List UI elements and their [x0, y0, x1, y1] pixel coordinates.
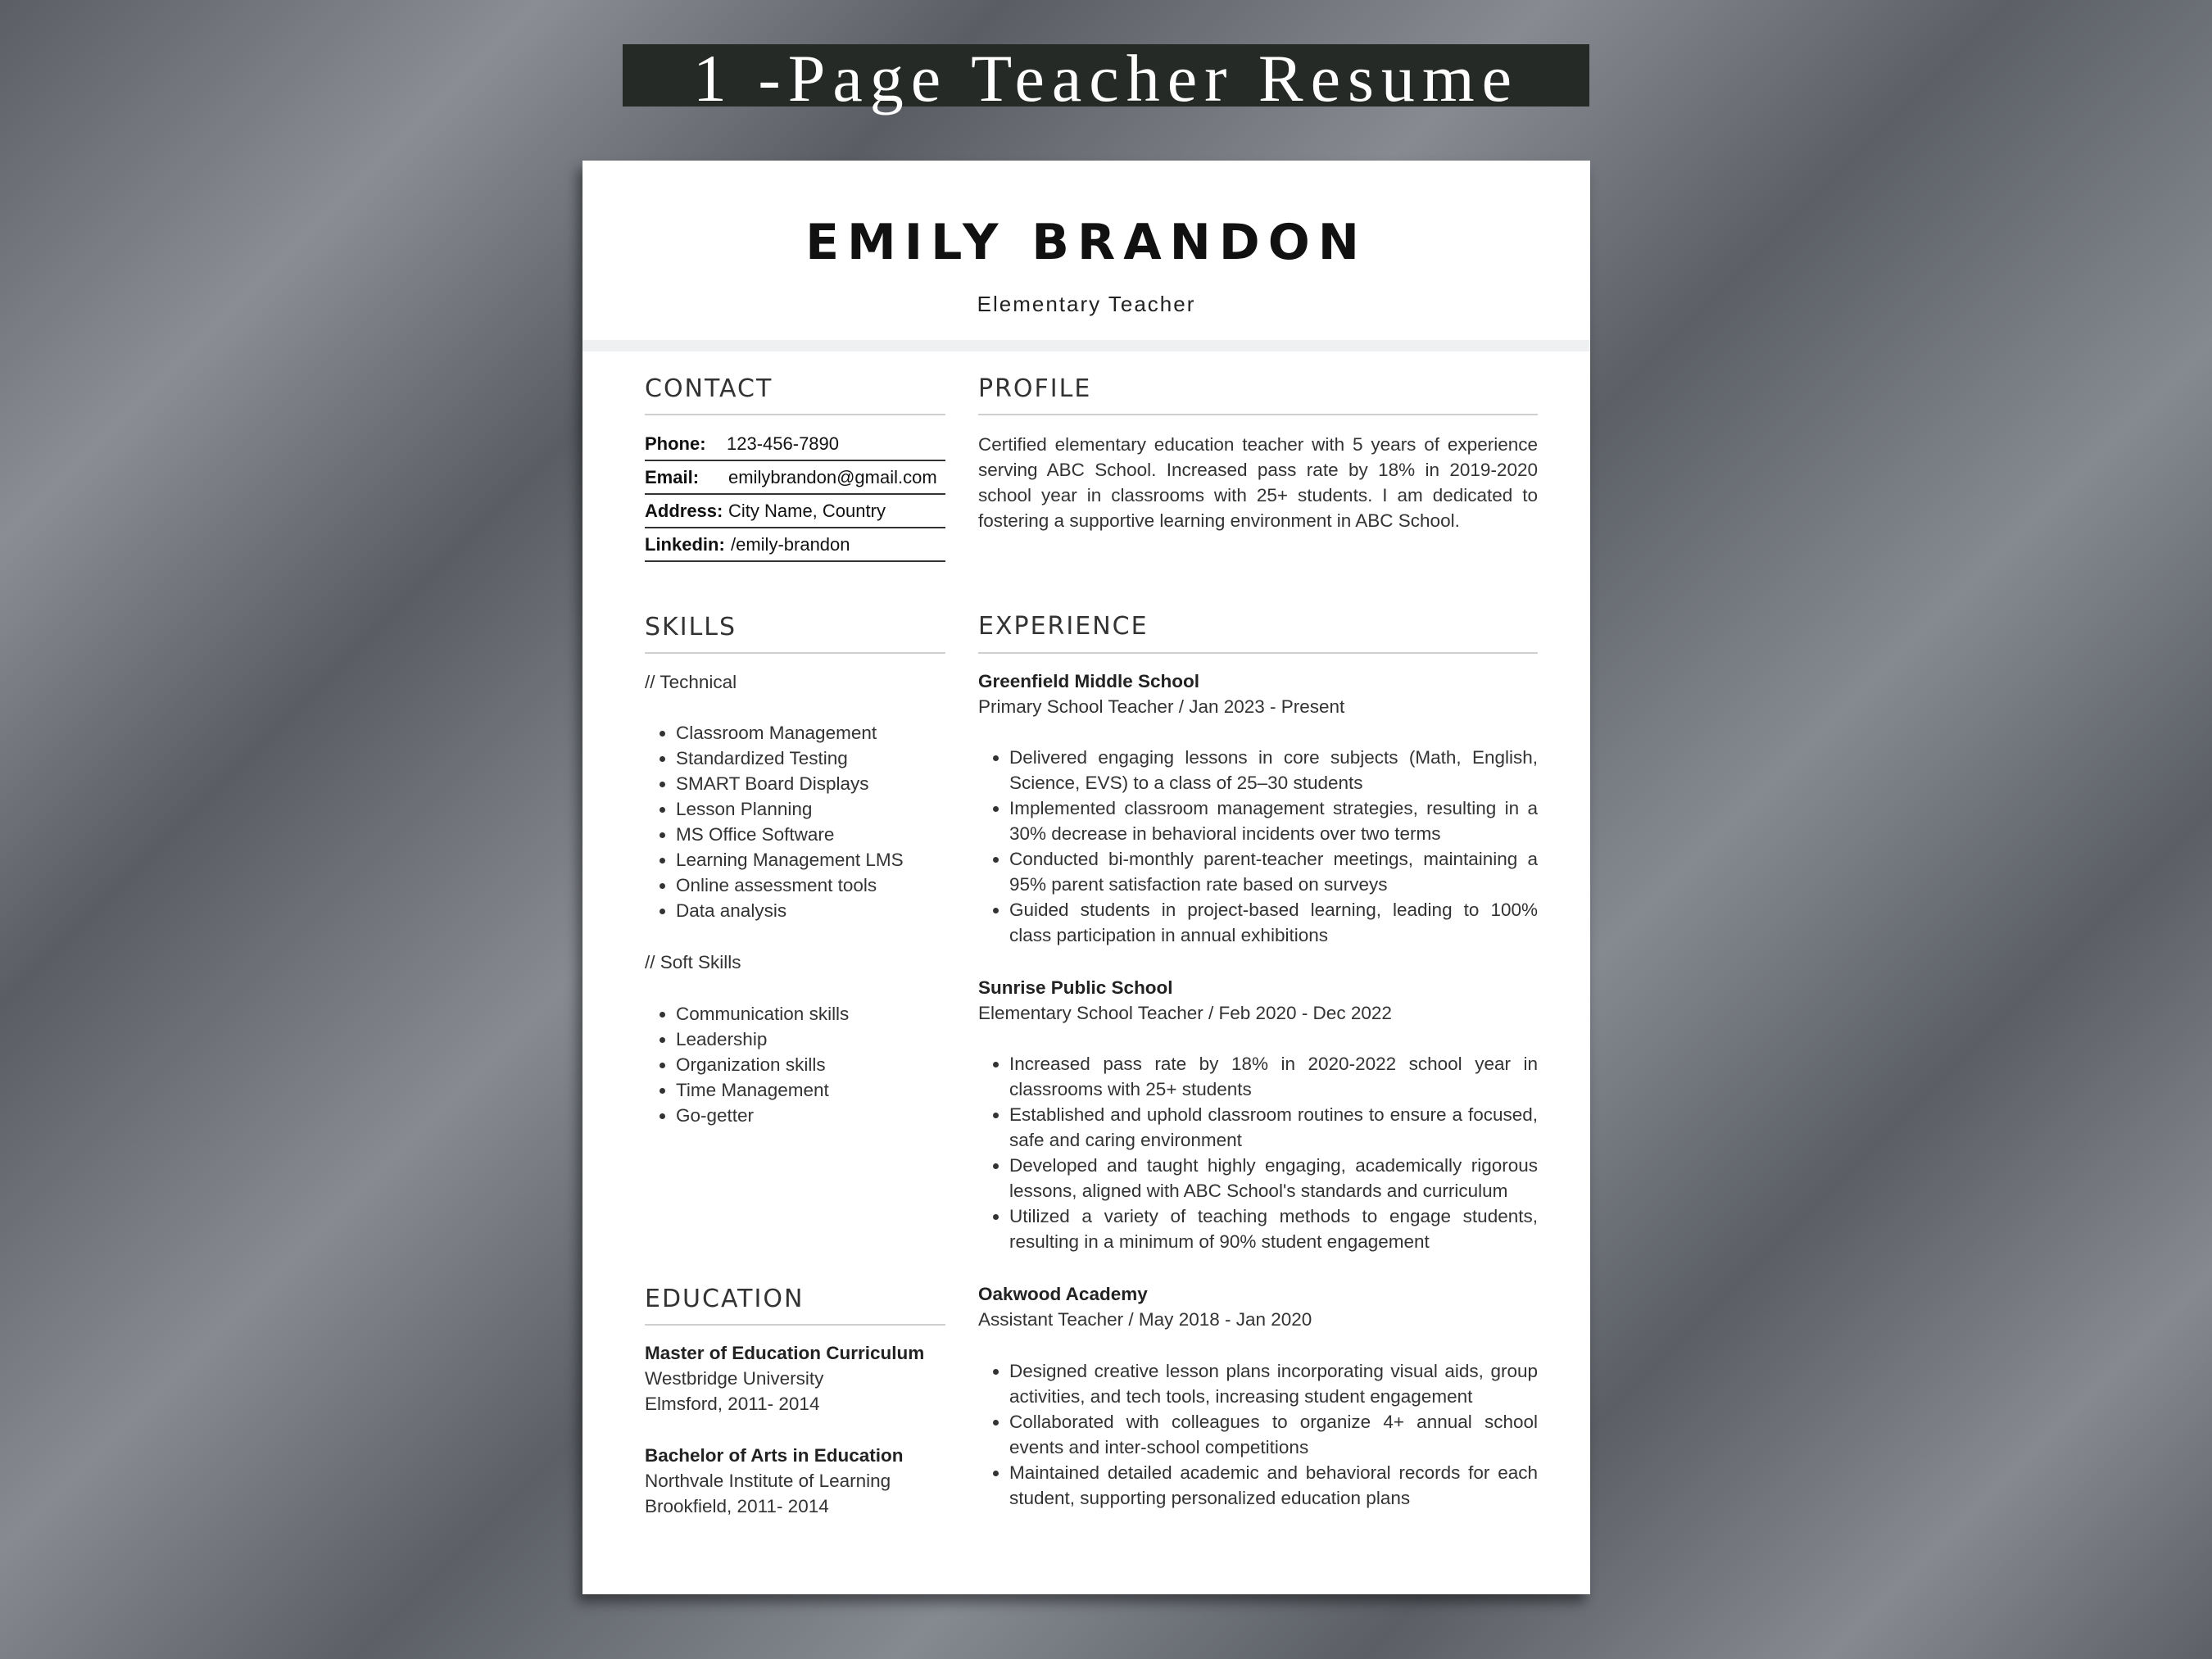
list-item: • Organization skills — [676, 1052, 977, 1077]
experience-school: Greenfield Middle School — [978, 671, 1200, 691]
list-item: • Data analysis — [676, 898, 977, 923]
experience-role: Primary School Teacher / Jan 2023 - Present — [978, 696, 1345, 717]
skills-section-title: SKILLS — [645, 613, 737, 641]
list-item: • Increased pass rate by 18% in 2020-2022 school year in classrooms with 25+ students — [1009, 1051, 1538, 1102]
experience-rule — [978, 652, 1538, 654]
education-school: Westbridge University — [645, 1368, 824, 1389]
soft-skills-list — [645, 1001, 977, 1128]
contact-value: emilybrandon@gmail.com — [728, 467, 937, 487]
experience-entry — [978, 669, 1538, 719]
experience-section-title: EXPERIENCE — [978, 612, 1149, 641]
list-item: • Go-getter — [676, 1103, 977, 1128]
profile-section-title: PROFILE — [978, 374, 1092, 403]
list-item: • Developed and taught highly engaging, academically rigorous lessons, aligned with ABC School's standards and curriculum — [1009, 1153, 1538, 1203]
education-degree: Bachelor of Arts in Education — [645, 1445, 904, 1466]
contact-label: Email: — [645, 467, 700, 487]
skills-rule — [645, 652, 945, 654]
contact-section-title: CONTACT — [645, 374, 773, 403]
contact-label: Linkedin: — [645, 534, 725, 555]
list-item: • Conducted bi-monthly parent-teacher meetings, maintaining a 95% parent satisfaction rate based on surveys — [1009, 846, 1538, 897]
list-item: • Designed creative lesson plans incorporating visual aids, group activities, and tech tools, increasing student engagement — [1009, 1358, 1538, 1409]
resume-job-title: Elementary Teacher — [977, 292, 1196, 316]
contact-row-linkedin — [645, 531, 945, 562]
contact-row-phone — [645, 430, 945, 461]
contact-label: Phone: — [645, 433, 706, 454]
experience-school: Sunrise Public School — [978, 977, 1173, 998]
list-item: • Implemented classroom management strategies, resulting in a 30% decrease in behavioral incidents over two terms — [1009, 796, 1538, 846]
experience-bullets — [978, 1358, 1538, 1511]
soft-skills-heading: // Soft Skills — [645, 952, 741, 972]
education-degree: Master of Education Curriculum — [645, 1343, 925, 1363]
list-item: • Time Management — [676, 1077, 977, 1103]
profile-rule — [978, 414, 1538, 415]
education-entry — [645, 1340, 945, 1416]
resume-header — [582, 161, 1590, 340]
resume-page — [582, 161, 1590, 1594]
list-item: • Guided students in project-based learning, leading to 100% class participation in annual exhibitions — [1009, 897, 1538, 948]
experience-role: Assistant Teacher / May 2018 - Jan 2020 — [978, 1309, 1312, 1330]
education-section-title: EDUCATION — [645, 1285, 805, 1313]
contact-value: 123-456-7890 — [727, 433, 840, 454]
education-place-dates: Elmsford, 2011- 2014 — [645, 1394, 820, 1414]
resume-name: EMILY BRANDON — [805, 214, 1367, 271]
experience-entry — [978, 1281, 1538, 1332]
list-item: • Lesson Planning — [676, 796, 977, 822]
profile-text: Certified elementary education teacher with 5 years of experience serving ABC School. Increased pass rate by 18% in 2019-2020 school year in classrooms with 25+ students. I am dedicated to fostering a supportive learning environment in ABC School. — [978, 434, 1538, 531]
contact-row-address — [645, 497, 945, 528]
list-item: • Delivered engaging lessons in core subjects (Math, English, Science, EVS) to a class of 25–30 students — [1009, 745, 1538, 796]
list-item: • Online assessment tools — [676, 873, 977, 898]
list-item: • MS Office Software — [676, 822, 977, 847]
list-item: • Standardized Testing — [676, 746, 977, 771]
contact-rule — [645, 414, 945, 415]
list-item: • Leadership — [676, 1027, 977, 1052]
experience-bullets — [978, 1051, 1538, 1254]
education-school: Northvale Institute of Learning — [645, 1471, 891, 1491]
banner-title — [623, 41, 1589, 116]
contact-row-email — [645, 464, 945, 495]
list-item: • Utilized a variety of teaching methods to engage students, resulting in a minimum of 90% student engagement — [1009, 1203, 1538, 1254]
list-item: • Classroom Management — [676, 720, 977, 746]
education-place-dates: Brookfield, 2011- 2014 — [645, 1496, 829, 1516]
list-item: • Collaborated with colleagues to organize 4+ annual school events and inter-school competitions — [1009, 1409, 1538, 1460]
experience-entry — [978, 975, 1538, 1026]
contact-value: /emily-brandon — [731, 534, 850, 555]
experience-bullets — [978, 745, 1538, 948]
list-item: • SMART Board Displays — [676, 771, 977, 796]
contact-value: City Name, Country — [728, 501, 886, 521]
education-entry — [645, 1443, 945, 1519]
banner-title-text: 1 -Page Teacher Resume — [692, 41, 1520, 116]
header-divider-band — [582, 340, 1590, 351]
technical-skills-heading: // Technical — [645, 672, 737, 692]
education-rule — [645, 1324, 945, 1326]
list-item: • Established and uphold classroom routines to ensure a focused, safe and caring environment — [1009, 1102, 1538, 1153]
list-item: • Maintained detailed academic and behavioral records for each student, supporting personalized education plans — [1009, 1460, 1538, 1511]
contact-label: Address: — [645, 501, 723, 521]
experience-role: Elementary School Teacher / Feb 2020 - Dec 2022 — [978, 1003, 1392, 1023]
list-item: • Learning Management LMS — [676, 847, 977, 873]
list-item: • Communication skills — [676, 1001, 977, 1027]
experience-school: Oakwood Academy — [978, 1284, 1148, 1304]
technical-skills-list — [645, 720, 977, 923]
